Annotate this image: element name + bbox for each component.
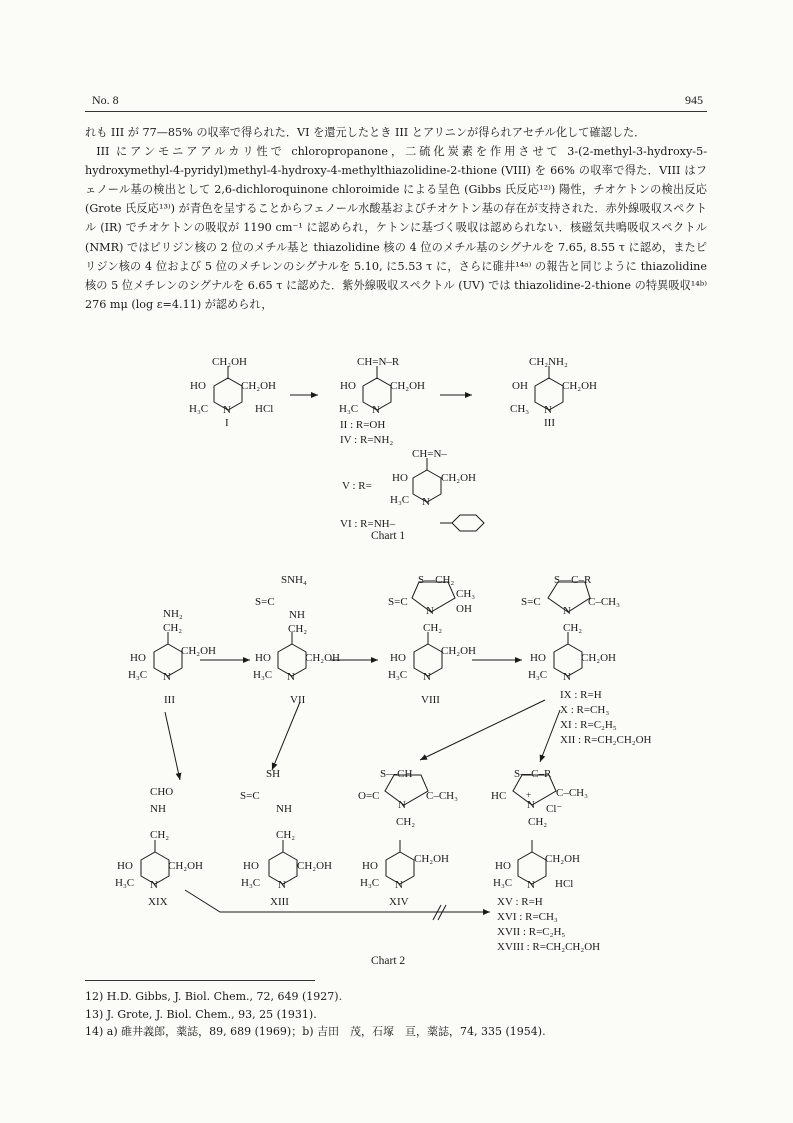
- c2-XIII-ho: HO: [243, 860, 259, 872]
- c2-IX-d: C–CH₃: [588, 596, 620, 608]
- c1-I-me: H₃C: [189, 403, 209, 415]
- c2-IX-r-2: X : R=CH₃: [560, 704, 610, 716]
- paragraph-main: III にアンモニアアルカリ性で chloropropanone，二硫化炭素を作用させて 3-(2-methyl-3-hydroxy-5-hydroxymethyl-4-pyridyl)methyl-4-hydroxy-4-methylthiazolidine-2-thione (VIII) を 66% の収率で得た．VIII はフェノール基の検出として 2,6-dichloroquinone chloroimide による呈色 (Gibbs 氏反応¹²⁾) 陽性，チオケトンの検出反応 (Grote 氏反応¹³⁾) が青色を呈することからフェノール水酸基およびチオケトン基の存在が支持された．赤外線吸収スペクトル (IR) でチオケトンの吸収が 1190 cm⁻¹ に認められ，ケトンに基づく吸収は認められない．核磁気共鳴吸収スペクトル (NMR) ではピリジン核の 2 位のメチル基と thiazolidine 核の 4 位のメチル基のシグナルを 7.65, 8.55 τ に認め，またピリジン核の 4 位および 5 位のメチレンのシグナルを 5.10, に5.53 τ に，さらに碓井¹⁴ᵃ⁾ の報告と同じように thiazolidine 核の 5 位メチレンのシグナルを 6.65 τ に認めた．紫外線吸収スペクトル (UV) では thiazolidine-2-thione の特異吸収¹⁴ᵇ⁾ 276 mμ (log ε=4.11) が認められ，: [85, 145, 707, 311]
- c1-V-prefix: V : R=: [342, 480, 372, 492]
- reference-13: 13) J. Grote, J. Biol. Chem., 93, 25 (1931).: [85, 1007, 317, 1021]
- c2-XV-cl: Cl⁻: [546, 803, 563, 815]
- c2-XIV-right: CH₂OH: [414, 853, 450, 865]
- c1-III-ho: OH: [512, 380, 528, 392]
- c2-VII-me: H₃C: [253, 669, 273, 681]
- c2-VIII-n: N: [423, 671, 431, 683]
- c2-XIII-label: XIII: [270, 896, 289, 908]
- c2-XIX-c: CH₂: [150, 829, 170, 841]
- c2-III-me: H₃C: [128, 669, 148, 681]
- c2-XV-salt: HCl: [555, 878, 574, 890]
- c2-XV-a: S—C–R: [514, 768, 552, 780]
- c2-XIV-d: C–CH₃: [426, 790, 458, 802]
- c2-XIII-b: S=C: [240, 790, 260, 802]
- c1-III-n: N: [544, 404, 552, 416]
- c2-VII-ho: HO: [255, 652, 271, 664]
- c2-XIII-c: NH: [276, 803, 292, 815]
- c1-V-top: CH=N–: [412, 448, 447, 460]
- c2-XIII-n: N: [278, 879, 286, 891]
- running-header-issue: No. 8: [92, 93, 119, 107]
- c1-I-top: CH₂OH: [212, 356, 248, 368]
- c2-XV-n: N: [527, 879, 535, 891]
- footnote-rule: [85, 980, 315, 981]
- chart1-caption: Chart 1: [371, 530, 406, 542]
- c1-V-n: N: [422, 496, 430, 508]
- c2-XIX-b: NH: [150, 803, 166, 815]
- c2-III-n: N: [163, 671, 171, 683]
- c2-VIII-f: CH₂: [423, 622, 443, 634]
- c2-III-right: CH₂OH: [181, 645, 217, 657]
- c2-IX-right: CH₂OH: [581, 652, 617, 664]
- c1-VI-line: VI : R=NH–: [340, 518, 396, 530]
- c2-XIX-a: CHO: [150, 786, 174, 798]
- c2-XV-ho: HO: [495, 860, 511, 872]
- c2-XV-r-3: XVII : R=C₂H₅: [497, 926, 566, 938]
- c2-XIII-a: SH: [266, 768, 281, 780]
- c2-IX-a: S—C–R: [554, 574, 592, 586]
- c2-VIII-d: N: [426, 605, 434, 617]
- c2-XIV-n: N: [395, 879, 403, 891]
- c2-XIV-ho: HO: [362, 860, 378, 872]
- c1-I-salt: HCl: [255, 403, 274, 415]
- c1-III-label: III: [544, 417, 555, 429]
- c2-VIII-c: S=C: [388, 596, 408, 608]
- c2-XIV-c: N: [398, 799, 406, 811]
- c2-XIV-b: O=C: [358, 790, 380, 802]
- c2-XV-r-4: XVIII : R=CH₂CH₂OH: [497, 941, 601, 953]
- c2-VIII-a: S—CH₂: [418, 574, 455, 586]
- c2-IX-e: CH₂: [563, 622, 583, 634]
- c2-XIII-me: H₃C: [241, 877, 261, 889]
- c2-XIII-right: CH₂OH: [297, 860, 333, 872]
- c2-VIII-me: H₃C: [388, 669, 408, 681]
- c1-II-n: N: [372, 404, 380, 416]
- c1-I-label: I: [225, 417, 229, 429]
- c1-V-ho: HO: [392, 472, 408, 484]
- c2-IX-r-4: XII : R=CH₂CH₂OH: [560, 734, 652, 746]
- c2-XIX-label: XIX: [148, 896, 168, 908]
- c1-II-top: CH=N–R: [357, 356, 400, 368]
- c2-IX-me: H₃C: [528, 669, 548, 681]
- c2-IX-n: N: [563, 671, 571, 683]
- c1-III-right: CH₂OH: [562, 380, 598, 392]
- c2-XIV-label: XIV: [389, 896, 409, 908]
- c2-XV-right: CH₂OH: [545, 853, 581, 865]
- c2-VII-c: NH: [289, 609, 305, 621]
- c2-IX-b: S=C: [521, 596, 541, 608]
- c1-I-right: CH₂OH: [241, 380, 277, 392]
- c2-IX-ho: HO: [530, 652, 546, 664]
- c2-IX-r-1: IX : R=H: [560, 689, 602, 701]
- c2-III-ho: HO: [130, 652, 146, 664]
- c2-VIII-label: VIII: [421, 694, 440, 706]
- c1-III-me: CH₃: [510, 403, 530, 415]
- c1-r-line-1: II : R=OH: [340, 419, 386, 431]
- c2-XIV-me: H₃C: [360, 877, 380, 889]
- c2-XIV-e: CH₂: [396, 816, 416, 828]
- c2-IX-r-3: XI : R=C₂H₅: [560, 719, 617, 731]
- c2-XV-r-1: XV : R=H: [497, 896, 543, 908]
- c2-XIX-n: N: [150, 879, 158, 891]
- c2-IX-c: N: [563, 605, 571, 617]
- c2-XV-e: CH₂: [528, 816, 548, 828]
- c1-r-line-2: IV : R=NH₂: [340, 434, 394, 446]
- c2-XV-plus: +: [526, 790, 532, 800]
- c2-XIX-right: CH₂OH: [168, 860, 204, 872]
- c2-XIX-ho: HO: [117, 860, 133, 872]
- c2-III-label: III: [164, 694, 175, 706]
- c2-VIII-right: CH₂OH: [441, 645, 477, 657]
- c2-VII-right: CH₂OH: [305, 652, 341, 664]
- c2-VII-a: SNH₄: [281, 574, 307, 586]
- page-number: 945: [685, 93, 703, 107]
- chart2-rings: [141, 582, 590, 884]
- c1-II-me: H₃C: [339, 403, 359, 415]
- references: [85, 988, 705, 1041]
- c2-XV-b: HC: [491, 790, 507, 802]
- chart2-caption: Chart 2: [371, 955, 406, 967]
- reference-12: 12) H.D. Gibbs, J. Biol. Chem., 72, 649 (1927).: [85, 990, 343, 1003]
- c2-VIII-b: CH₃: [456, 588, 476, 600]
- c1-V-me: H₃C: [390, 494, 410, 506]
- c2-XV-d: C–CH₃: [556, 787, 588, 799]
- c2-XIV-a: S—CH: [380, 768, 413, 780]
- reference-14: 14) a) 碓井義郎，薬誌，89, 689 (1969)；b) 吉田 茂，石塚 亘，薬誌，74, 335 (1954).: [85, 1025, 546, 1038]
- c1-V-right: CH₂OH: [441, 472, 477, 484]
- c1-II-ho: HO: [340, 380, 356, 392]
- c2-XIII-d: CH₂: [276, 829, 296, 841]
- c1-I-n: N: [223, 404, 231, 416]
- paragraph-continuation: れも III が 77—85% の収率で得られた．VI を還元したとき III とアリニンが得られアセチル化して確認した．: [85, 126, 646, 139]
- c2-VII-n: N: [287, 671, 295, 683]
- c2-XV-r-2: XVI : R=CH₃: [497, 911, 558, 923]
- c1-II-right: CH₂OH: [390, 380, 426, 392]
- c2-VIII-e: OH: [456, 603, 472, 615]
- c2-VII-b: S=C: [255, 596, 275, 608]
- c2-III-top2: CH₂: [163, 622, 183, 634]
- c2-VII-d: CH₂: [288, 623, 308, 635]
- c2-III-top1: NH₂: [163, 608, 183, 620]
- c1-I-ho: HO: [190, 380, 206, 392]
- c2-VII-label: VII: [290, 694, 306, 706]
- c2-XV-c: N: [527, 799, 535, 811]
- c1-III-top: CH₂NH₂: [529, 356, 568, 368]
- c2-XV-me: H₃C: [493, 877, 513, 889]
- c2-XIX-me: H₃C: [115, 877, 135, 889]
- c2-VIII-ho: HO: [390, 652, 406, 664]
